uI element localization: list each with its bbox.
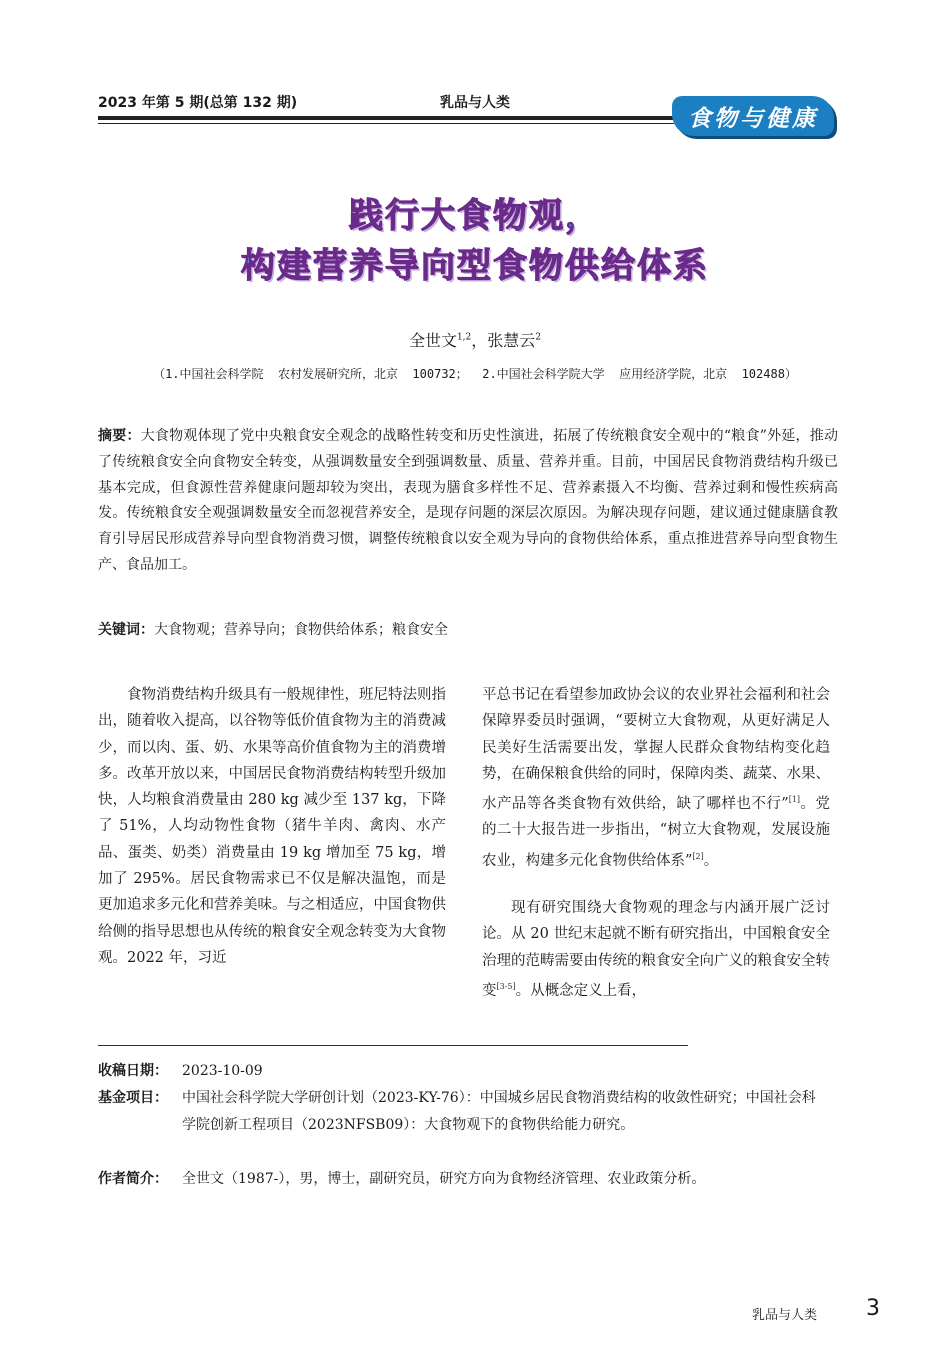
- journal-name: 乳品与人类: [440, 95, 510, 111]
- issue-info: 2023 年第 5 期(总第 132 期): [98, 95, 298, 111]
- section-tag: 食物与健康: [672, 96, 834, 136]
- citation-ref[interactable]: [1]: [788, 795, 801, 805]
- article-title-line-2: 构建营养导向型食物供给体系: [241, 246, 709, 286]
- author-list: [0, 328, 950, 351]
- author-affil-mark: 2: [535, 332, 542, 343]
- keywords: [98, 619, 838, 639]
- received-value: 2023-10-09: [182, 1063, 263, 1079]
- author-name: 张慧云: [487, 331, 536, 350]
- header-rule-thick: [98, 116, 674, 120]
- bio-label: 作者简介：: [98, 1171, 168, 1187]
- header-rule-thin: [98, 123, 674, 124]
- author-name: 全世文: [408, 331, 457, 350]
- received-label: 收稿日期：: [98, 1063, 168, 1079]
- article-title-line-1: 践行大食物观，: [349, 196, 601, 236]
- author-affil-mark: 1,2: [456, 332, 472, 343]
- fund-label: 基金项目：: [98, 1090, 168, 1106]
- received-date: [98, 1058, 818, 1085]
- body-left-column: 食物消费结构升级具有一般规律性，班尼特法则指出，随着收入提高，以谷物等低价值食物为主的消费减少，而以肉、蛋、奶、水果等高价值食物为主的消费增多。改革开放以来，中国居民食物消费结构转型升级加快，人均粮食消费量由 280 kg 减少至 137 kg，下降了 51%，人均动物性食物（猪牛羊肉、禽肉、水产品、蛋类、奶类）消费量由 19 kg 增加至 75 kg，增加了 295%。居民食物需求已不仅是解决温饱，而是更加追求多元化和营养美味。与之相适应，中国食物供给侧的指导思想也从传统的粮食安全观念转变为大食物观。2022 年，习近: [98, 687, 446, 966]
- body-right-paragraph-1: [482, 682, 830, 874]
- abstract-text: 大食物观体现了党中央粮食安全观念的战略性转变和历史性演进，拓展了传统粮食安全观中的“粮食”外延，推动了传统粮食安全向食物安全转变，从强调数量安全到强调数量、质量、营养并重。目前，中国居民食物消费结构升级已基本完成，但食源性营养健康问题却较为突出，表现为膳食多样性不足、营养素摄入不均衡、营养过剩和慢性疾病高发。传统粮食安全观强调数量安全而忽视营养安全，是现存问题的深层次原因。为解决现存问题，建议通过健康膳食教育引导居民形成营养导向型食物消费习惯，调整传统粮食以安全观为导向的食物供给体系，重点推进营养导向型食物生产、食品加工。: [98, 428, 839, 573]
- body-text: 平总书记在看望参加政协会议的农业界社会福利和社会保障界委员时强调，“要树立大食物观，从更好满足人民美好生活需要出发，掌握人民群众食物结构变化趋势，在确保粮食供给的同时，保障肉类、蔬菜、水果、水产品等各类食物有效供给，缺了哪样也不行”: [482, 687, 830, 813]
- footer-journal-name: 乳品与人类: [752, 1308, 818, 1323]
- body-text: 。从概念定义上看，: [515, 982, 647, 999]
- keywords-text: 大食物观；营养导向；食物供给体系；粮食安全: [154, 622, 448, 638]
- author-separator: ，: [471, 331, 488, 350]
- fund-value: 中国社会科学院大学研创计划（2023-KY-76）：中国城乡居民食物消费结构的收敛性研究；中国社会科学院创新工程项目（2023NFSB09）：大食物观下的食物供给能力研究。: [182, 1090, 816, 1133]
- author-bio: [98, 1166, 818, 1193]
- abstract-label: 摘要：: [98, 428, 141, 444]
- citation-ref[interactable]: [2]: [692, 851, 704, 861]
- abstract: [98, 424, 838, 579]
- page-number: 3: [866, 1296, 880, 1321]
- body-text: 。: [703, 852, 719, 869]
- bio-value: 全世文（1987-），男，博士，副研究员，研究方向为食物经济管理、农业政策分析。: [182, 1171, 706, 1187]
- keywords-label: 关键词：: [98, 622, 154, 638]
- body-text: 。党的二十大报告进一步指出，“树立大食物观，发展设施农业，构建多元化食物供给体系”: [482, 796, 830, 869]
- affiliations: （1.中国社会科学院 农村发展研究所，北京 100732； 2.中国社会科学院大学 应用经济学院，北京 102488）: [153, 367, 797, 381]
- footnote-rule: [98, 1045, 688, 1046]
- fund-info: [98, 1085, 818, 1139]
- citation-ref[interactable]: [3-5]: [496, 981, 516, 991]
- body-text: 现有研究围绕大食物观的理念与内涵开展广泛讨论。从 20 世纪末起就不断有研究指出，中国粮食安全治理的范畴需要由传统的粮食安全向广义的粮食安全转变: [482, 900, 830, 999]
- body-right-paragraph-2: [482, 895, 830, 1004]
